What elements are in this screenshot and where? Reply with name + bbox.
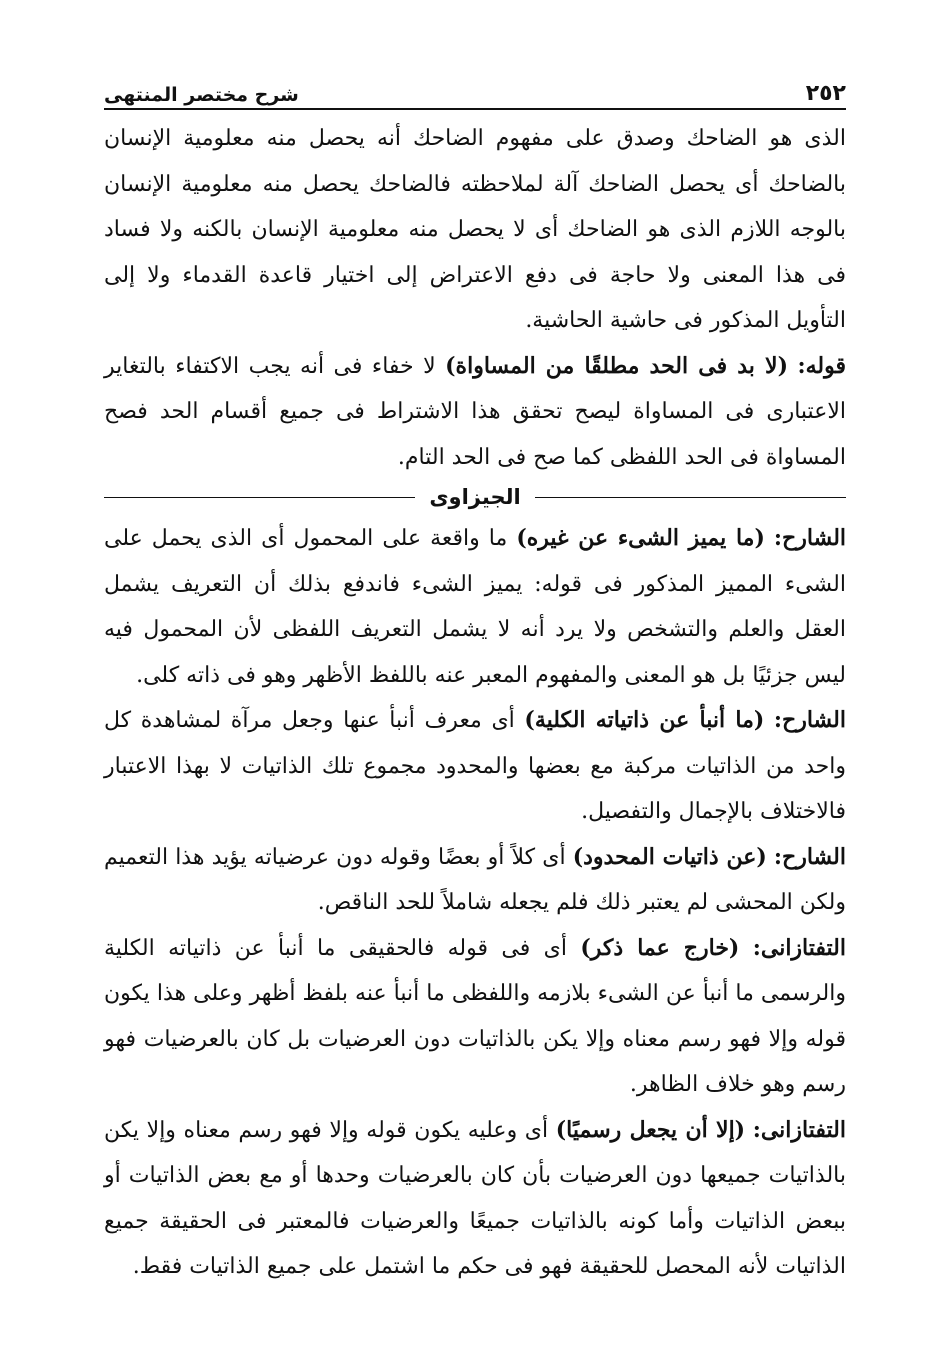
paragraph	[104, 698, 846, 835]
quoted-text: (لا بد فى الحد مطلقًا من المساواة)	[445, 352, 789, 379]
section-author: الجيزاوى	[429, 485, 521, 509]
divider-line-right	[535, 497, 846, 498]
document-page	[104, 70, 846, 1290]
paragraph-text: أى وعليه يكون قوله وإلا فهو رسم معناه وإلا يكن بالذاتيات جميعها دون العرضيات بأن كان بالعرضيات وحدها أو مع بعض الذاتيات أو ببعض الذاتيات وأما كونه بالذاتيات جميعًا والعرضيات فالمعتبر فى الحقيقة جميع الذاتيات لأنه المحصل للحقيقة فهو فى حكم ما اشتمل على جميع الذاتيات فقط.	[104, 1117, 846, 1279]
paragraph-text: ما واقعة على المحمول أى الذى يحمل على الشىء المميز المذكور فى قوله: يميز الشىء فاندفع بذلك أن التعريف يشمل العقل والعلم والتشخص ولا يرد أنه لا يشمل التعريف اللفظى لأن المحمول فيه ليس جزئيًا بل هو المعنى والمفهوم المعبر عنه باللفظ الأظهر وهو فى ذاته كلى.	[104, 526, 846, 688]
page-number: ٢٥٢	[805, 81, 846, 106]
paragraph-label: الشارح:	[773, 843, 846, 870]
quoted-text: (خارج عما ذكر)	[580, 934, 740, 961]
paragraph-label: الشارح:	[773, 525, 847, 551]
running-title: شرح مختصر المنتهى	[104, 84, 299, 106]
paragraph-text: أى كلاً أو بعضًا وقوله دون عرضياته يؤيد هذا التعميم ولكن المحشى لم يعتبر ذلك فلم يجعله شاملاً للحد الناقص.	[104, 844, 846, 915]
section-divider	[104, 482, 846, 512]
paragraph-label: التفتازانى:	[752, 934, 846, 961]
paragraph-text: أى فى قوله فالحقيقى ما أنبأ عن ذاتياته الكلية والرسمى ما أنبأ عن الشىء بلازمه واللفظى ما أنبأ عنه بلفظ أظهر وعلى هذا يكون قوله وإلا فهو رسم معناه وإلا يكن بالذاتيات دون العرضيات بل كان بالعرضيات فهو رسم وهو خلاف الظاهر.	[104, 935, 846, 1097]
paragraph-text: أى معرف أنبأ عنها وجعل مرآة لمشاهدة كل واحد من الذاتيات مركبة مع بعضها والمحدود مجموع تلك الذاتيات لا بهذا الاعتبار فالاختلاف بالإجمال والتفصيل.	[104, 708, 846, 824]
paragraph-label: التفتازانى:	[752, 1116, 846, 1143]
paragraph	[104, 1108, 846, 1290]
paragraph	[104, 835, 846, 926]
paragraph	[104, 516, 846, 698]
page-header	[104, 70, 846, 110]
paragraph-text: لا خفاء فى أنه يجب الاكتفاء بالتغاير الاعتبارى فى المساواة ليصح تحقق هذا الاشتراط فى جميع أقسام الحد فصح المساواة فى الحد اللفظى كما صح فى الحد التام.	[104, 353, 846, 470]
paragraph	[104, 116, 846, 344]
paragraph	[104, 344, 846, 481]
quoted-text: (ما أنبأ عن ذاتياته الكلية)	[524, 707, 765, 733]
divider-line-left	[104, 497, 415, 498]
commentary-section-1	[104, 116, 846, 480]
quoted-text: (ما يميز الشىء عن غيره)	[516, 525, 765, 551]
quoted-text: (عن ذاتيات المحدود)	[572, 843, 767, 870]
commentary-section-2	[104, 516, 846, 1290]
paragraph-label: الشارح:	[773, 707, 846, 733]
quoted-text: (إلا أن يجعل رسميًا)	[555, 1116, 746, 1143]
paragraph-label: قوله:	[797, 352, 847, 379]
paragraph	[104, 926, 846, 1108]
paragraph-text: الذى هو الضاحك وصدق على مفهوم الضاحك أنه يحصل منه معلومية الإنسان بالضاحك أى يحصل الضاحك آلة لملاحظته فالضاحك يحصل منه معلومية الإنسان بالوجه اللازم الذى هو الضاحك أى لا يحصل منه معلومية الإنسان بالكنه ولا فساد فى هذا المعنى ولا حاجة فى دفع الاعتراض إلى اختيار قاعدة القدماء ولا إلى التأويل المذكور فى حاشية الحاشية.	[104, 126, 846, 333]
